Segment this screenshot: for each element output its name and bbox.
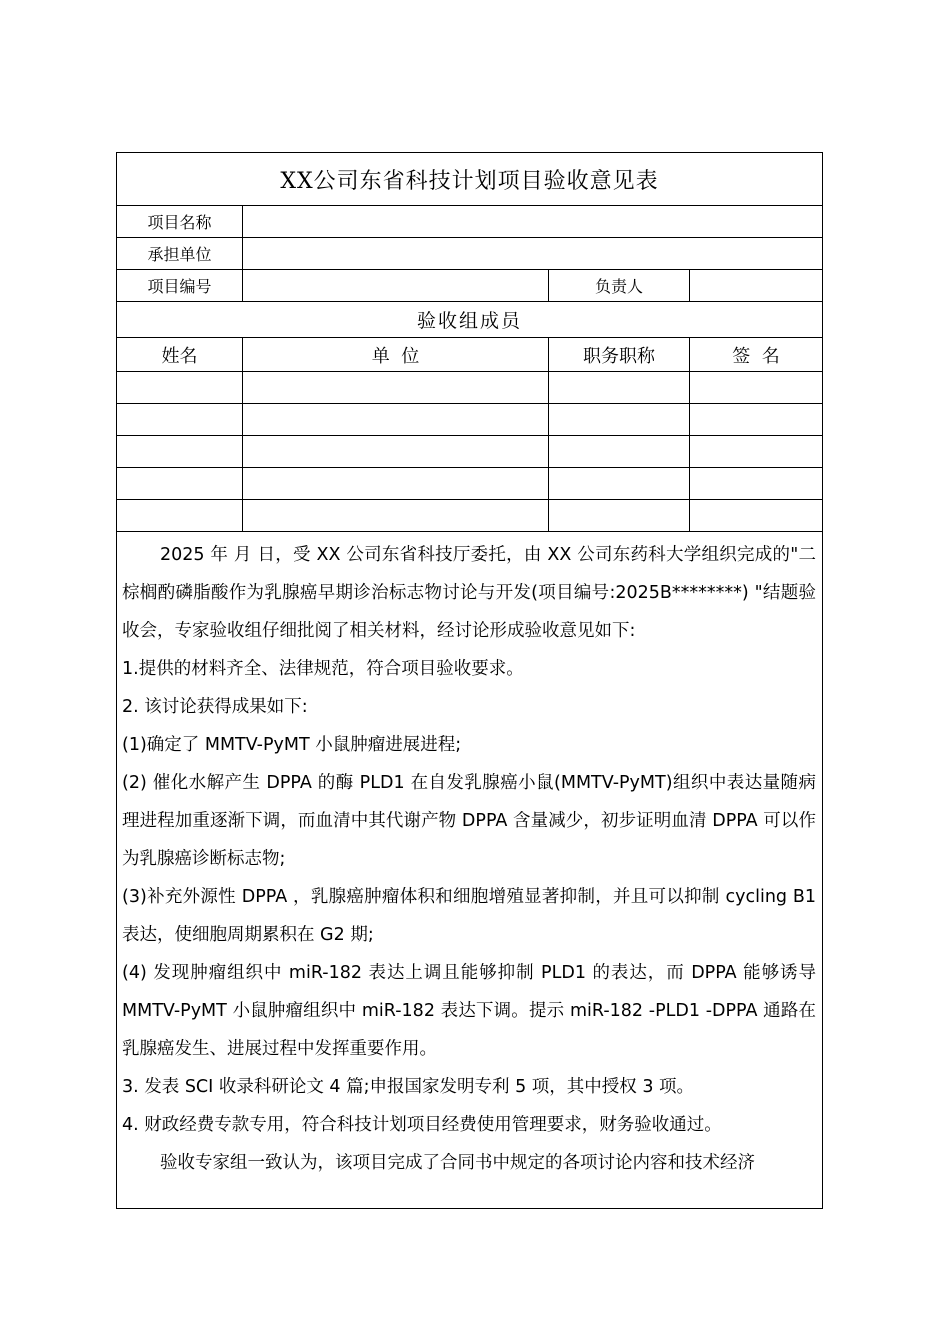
member-signature-cell[interactable]	[690, 436, 822, 467]
form-title: XX公司东省科技计划项目验收意见表	[117, 153, 822, 206]
member-signature-cell[interactable]	[690, 500, 822, 531]
opinion-sub-3: (3)补充外源性 DPPA ，乳腺癌肿瘤体积和细胞增殖显著抑制，并且可以抑制 cycling B1 表达，使细胞周期累积在 G2 期;	[122, 887, 816, 945]
member-title-cell[interactable]	[549, 404, 690, 435]
member-name-cell[interactable]	[117, 436, 243, 467]
member-title-cell[interactable]	[549, 436, 690, 467]
member-name-cell[interactable]	[117, 372, 243, 403]
member-row	[117, 468, 822, 500]
project-name-label: 项目名称	[117, 206, 243, 237]
project-name-row	[117, 206, 822, 238]
project-number-field[interactable]	[243, 270, 549, 301]
member-row	[117, 436, 822, 468]
member-name-cell[interactable]	[117, 404, 243, 435]
undertaker-label: 承担单位	[117, 238, 243, 269]
column-title: 职务职称	[549, 338, 690, 371]
members-header-row	[117, 338, 822, 372]
opinion-text	[117, 532, 822, 1182]
opinion-conclusion: 验收专家组一致认为，该项目完成了合同书中规定的各项讨论内容和技术经济	[160, 1153, 755, 1173]
column-unit: 单 位	[243, 338, 549, 371]
member-unit-cell[interactable]	[243, 404, 549, 435]
acceptance-form	[116, 152, 823, 1209]
leader-field[interactable]	[690, 270, 822, 301]
member-row	[117, 500, 822, 532]
member-title-cell[interactable]	[549, 372, 690, 403]
project-number-label: 项目编号	[117, 270, 243, 301]
undertaker-row	[117, 238, 822, 270]
member-unit-cell[interactable]	[243, 468, 549, 499]
member-row	[117, 404, 822, 436]
member-unit-cell[interactable]	[243, 500, 549, 531]
opinion-sub-1: (1)确定了 MMTV-PyMT 小鼠肿瘤进展进程;	[122, 735, 462, 755]
opinion-item-4: 4. 财政经费专款专用，符合科技计划项目经费使用管理要求，财务验收通过。	[122, 1115, 722, 1135]
column-name: 姓名	[117, 338, 243, 371]
project-name-field[interactable]	[243, 206, 822, 237]
opinion-item-1: 1.提供的材料齐全、法律规范，符合项目验收要求。	[122, 659, 524, 679]
undertaker-field[interactable]	[243, 238, 822, 269]
opinion-sub-2: (2) 催化水解产生 DPPA 的酶 PLD1 在自发乳腺癌小鼠(MMTV-PyMT)组织中表达量随病理进程加重逐渐下调，而血清中其代谢产物 DPPA 含量减少，初步证明血清 DPPA 可以作为乳腺癌诊断标志物;	[122, 773, 816, 869]
opinion-item-2: 2. 该讨论获得成果如下:	[122, 697, 308, 717]
column-signature: 签 名	[732, 345, 780, 367]
opinion-sub-4: (4) 发现肿瘤组织中 miR-182 表达上调且能够抑制 PLD1 的表达，而 DPPA 能够诱导 MMTV-PyMT 小鼠肿瘤组织中 miR-182 表达下调。提示 miR-182 -PLD1 -DPPA 通路在乳腺癌发生、进展过程中发挥重要作用。	[122, 963, 816, 1059]
member-signature-cell[interactable]	[690, 404, 822, 435]
member-name-cell[interactable]	[117, 500, 243, 531]
opinion-item-3: 3. 发表 SCI 收录科研论文 4 篇;申报国家发明专利 5 项，其中授权 3 项。	[122, 1077, 695, 1097]
member-row	[117, 372, 822, 404]
member-name-cell[interactable]	[117, 468, 243, 499]
member-signature-cell[interactable]	[690, 372, 822, 403]
member-title-cell[interactable]	[549, 468, 690, 499]
leader-label: 负责人	[549, 270, 690, 301]
member-signature-cell[interactable]	[690, 468, 822, 499]
member-unit-cell[interactable]	[243, 372, 549, 403]
opinion-intro: 2025 年 月 日，受 XX 公司东省科技厅委托，由 XX 公司东药科大学组织完成的"二棕榈酌磷脂酸作为乳腺癌早期诊治标志物讨论与开发(项目编号:2025B********) "结题验收会，专家验收组仔细批阅了相关材料，经讨论形成验收意见如下:	[122, 545, 816, 641]
project-number-row	[117, 270, 822, 302]
members-section-title: 验收组成员	[117, 302, 822, 338]
member-title-cell[interactable]	[549, 500, 690, 531]
member-unit-cell[interactable]	[243, 436, 549, 467]
